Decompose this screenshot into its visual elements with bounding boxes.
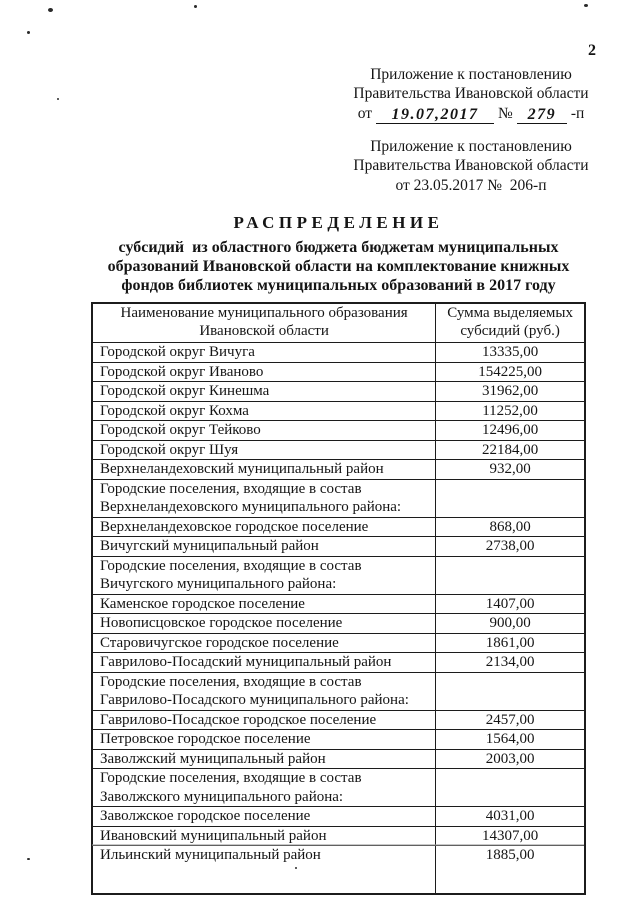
table-row bbox=[92, 594, 585, 614]
annex1-number-sign: № bbox=[498, 105, 513, 122]
municipality-name-cell: Старовичугское городское поселение bbox=[92, 633, 436, 653]
table-row bbox=[92, 421, 585, 441]
subsidy-amount-cell: 22184,00 bbox=[436, 440, 585, 460]
subsidy-amount-cell bbox=[436, 556, 585, 594]
table-row bbox=[92, 672, 585, 710]
annex-reference-2 bbox=[340, 138, 602, 196]
table-body bbox=[92, 343, 585, 895]
subsidy-amount-cell: 13335,00 bbox=[436, 343, 585, 363]
subsidy-amount-cell: 14307,00 bbox=[436, 826, 585, 846]
table-row bbox=[92, 401, 585, 421]
municipality-name-cell: Верхнеландеховское городское поселение bbox=[92, 517, 436, 537]
table-row bbox=[92, 343, 585, 363]
table-row bbox=[92, 769, 585, 807]
municipality-name-cell: Каменское городское поселение bbox=[92, 594, 436, 614]
table-header-municipality: Наименование муниципального образования Ивановской области bbox=[92, 303, 436, 343]
subsidy-amount-cell: 31962,00 bbox=[436, 382, 585, 402]
subsidy-amount-cell: 900,00 bbox=[436, 614, 585, 634]
table-header bbox=[92, 303, 585, 343]
municipality-name-cell: Городские поселения, входящие в состав Вичугского муниципального района: bbox=[92, 556, 436, 594]
table-row bbox=[92, 537, 585, 557]
table-row bbox=[92, 460, 585, 480]
table-row bbox=[92, 826, 585, 846]
table-row bbox=[92, 633, 585, 653]
scan-speck bbox=[48, 8, 53, 12]
municipality-name-cell: Заволжское городское поселение bbox=[92, 807, 436, 827]
table-row bbox=[92, 440, 585, 460]
subsidy-amount-cell: 2003,00 bbox=[436, 749, 585, 769]
municipality-name-cell: Петровское городское поселение bbox=[92, 730, 436, 750]
municipality-name-cell: Заволжский муниципальный район bbox=[92, 749, 436, 769]
title-block bbox=[91, 213, 586, 295]
subsidy-amount-cell: 1407,00 bbox=[436, 594, 585, 614]
annex1-suffix: -п bbox=[570, 105, 585, 122]
table-row bbox=[92, 362, 585, 382]
table-row bbox=[92, 382, 585, 402]
subsidy-amount-cell: 1885,00 bbox=[436, 846, 585, 895]
municipality-name-cell: Ивановский муниципальный район bbox=[92, 826, 436, 846]
municipality-name-cell: Ильинский муниципальный район bbox=[92, 846, 436, 895]
municipality-name-cell: Гаврилово-Посадский муниципальный район bbox=[92, 653, 436, 673]
annex2-line2: Правительства Ивановской области bbox=[353, 156, 589, 174]
scan-speck bbox=[584, 4, 588, 7]
subsidy-amount-cell: 2134,00 bbox=[436, 653, 585, 673]
municipality-name-cell: Городской округ Тейково bbox=[92, 421, 436, 441]
subsidy-amount-cell: 11252,00 bbox=[436, 401, 585, 421]
subsidies-table bbox=[91, 302, 586, 895]
subsidy-amount-cell: 1564,00 bbox=[436, 730, 585, 750]
annex2-date-line: от 23.05.2017 № 206-п bbox=[395, 177, 547, 194]
page-number: 2 bbox=[588, 42, 596, 59]
subsidy-amount-cell bbox=[436, 672, 585, 710]
municipality-name-cell: Городской округ Кохма bbox=[92, 401, 436, 421]
table-row bbox=[92, 730, 585, 750]
subsidy-amount-cell: 2738,00 bbox=[436, 537, 585, 557]
subtitle-line: фондов библиотек муниципальных образований в 2017 году bbox=[121, 277, 556, 294]
municipality-name-cell: Городские поселения, входящие в состав Заволжского муниципального района: bbox=[92, 769, 436, 807]
municipality-name-cell: Городской округ Кинешма bbox=[92, 382, 436, 402]
table-header-sum: Сумма выделяемых субсидий (руб.) bbox=[436, 303, 585, 343]
municipality-name-cell: Гаврилово-Посадское городское поселение bbox=[92, 710, 436, 730]
table-row bbox=[92, 614, 585, 634]
subsidy-amount-cell: 4031,00 bbox=[436, 807, 585, 827]
handwritten-date: 19.07,2017 bbox=[376, 106, 494, 124]
subsidy-amount-cell: 868,00 bbox=[436, 517, 585, 537]
municipality-name-cell: Городские поселения, входящие в состав Гаврилово-Посадского муниципального района: bbox=[92, 672, 436, 710]
table-row bbox=[92, 653, 585, 673]
table-row bbox=[92, 846, 585, 895]
municipality-name-cell: Городской округ Вичуга bbox=[92, 343, 436, 363]
annex1-date-prefix: от bbox=[357, 105, 373, 122]
subtitle-line: субсидий из областного бюджета бюджетам муниципальных bbox=[118, 239, 559, 256]
subsidy-amount-cell bbox=[436, 479, 585, 517]
table-row bbox=[92, 749, 585, 769]
annex1-date-line bbox=[340, 105, 602, 124]
scan-speck bbox=[194, 5, 197, 8]
scan-speck bbox=[57, 98, 59, 100]
subsidy-amount-cell: 2457,00 bbox=[436, 710, 585, 730]
municipality-name-cell: Городской округ Иваново bbox=[92, 362, 436, 382]
scan-shade bbox=[92, 844, 584, 846]
municipality-name-cell: Вичугский муниципальный район bbox=[92, 537, 436, 557]
scan-speck bbox=[27, 31, 30, 34]
scan-speck bbox=[27, 858, 30, 860]
table-row bbox=[92, 807, 585, 827]
subsidy-amount-cell bbox=[436, 769, 585, 807]
municipality-name-cell: Новописцовское городское поселение bbox=[92, 614, 436, 634]
table-row bbox=[92, 517, 585, 537]
subsidy-amount-cell: 12496,00 bbox=[436, 421, 585, 441]
annex-reference-1 bbox=[340, 66, 602, 124]
table-row bbox=[92, 556, 585, 594]
subsidy-amount-cell: 154225,00 bbox=[436, 362, 585, 382]
subsidy-amount-cell: 932,00 bbox=[436, 460, 585, 480]
municipality-name-cell: Верхнеландеховский муниципальный район bbox=[92, 460, 436, 480]
table-header-row bbox=[92, 303, 585, 343]
subsidy-amount-cell: 1861,00 bbox=[436, 633, 585, 653]
annex1-line1: Приложение к постановлению bbox=[370, 66, 572, 83]
table-row bbox=[92, 710, 585, 730]
subtitle-line: образований Ивановской области на комплектование книжных bbox=[107, 258, 570, 275]
municipality-name-cell: Городской округ Шуя bbox=[92, 440, 436, 460]
document-title: РАСПРЕДЕЛЕНИЕ bbox=[233, 213, 444, 232]
municipality-name-cell: Городские поселения, входящие в состав Верхнеландеховского муниципального района: bbox=[92, 479, 436, 517]
table-row bbox=[92, 479, 585, 517]
annex2-line1: Приложение к постановлению bbox=[370, 138, 572, 155]
handwritten-number: 279 bbox=[517, 106, 567, 124]
annex1-line2: Правительства Ивановской области bbox=[353, 84, 589, 102]
